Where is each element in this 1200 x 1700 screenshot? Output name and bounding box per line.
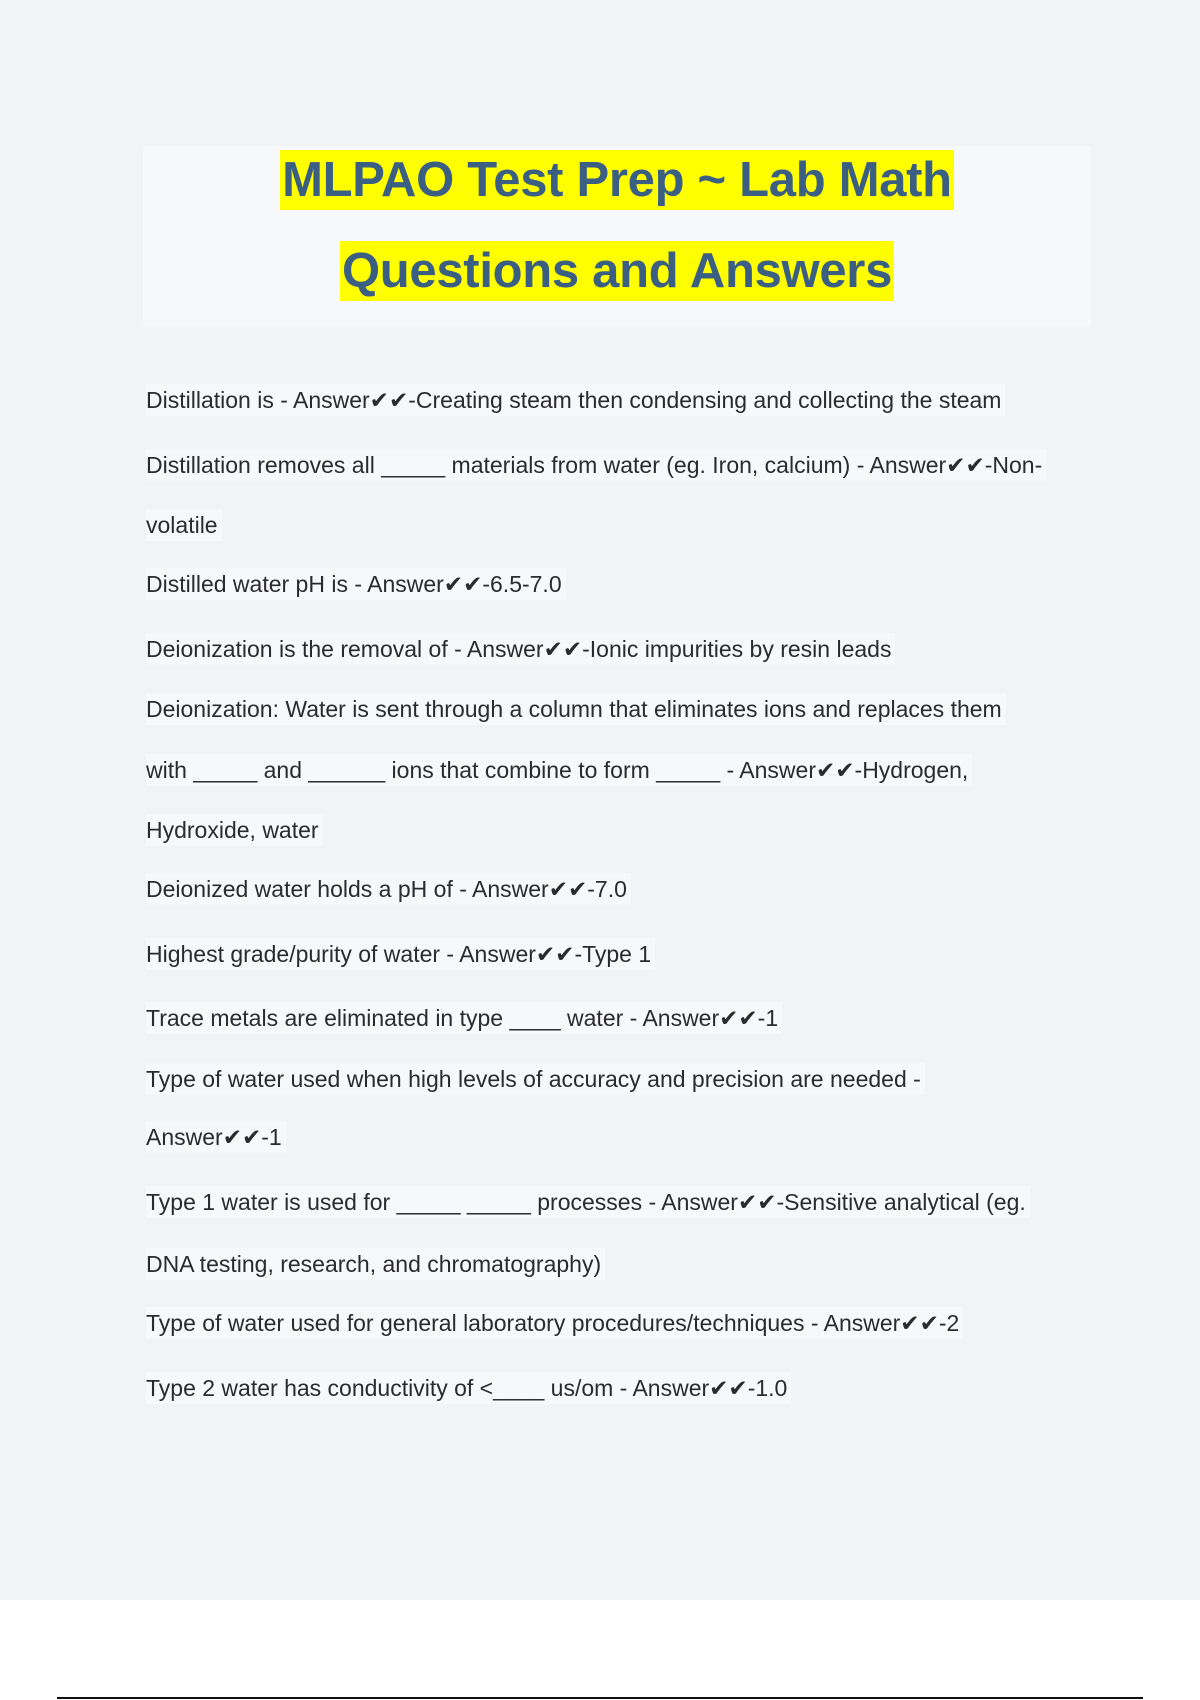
page-title-line-2: Questions and Answers xyxy=(340,241,894,301)
text-line: Hydroxide, water xyxy=(146,814,323,846)
text-line: Highest grade/purity of water - Answer✔✔-Type 1 xyxy=(146,938,655,970)
text-line: Trace metals are eliminated in type ____ water - Answer✔✔-1 xyxy=(146,1002,782,1034)
text-line: Distillation is - Answer✔✔-Creating steam then condensing and collecting the steam xyxy=(146,384,1005,416)
text-line: with _____ and ______ ions that combine to form _____ - Answer✔✔-Hydrogen, xyxy=(146,754,972,786)
text-line: DNA testing, research, and chromatography) xyxy=(146,1248,605,1280)
text-line: Distillation removes all _____ materials from water (eg. Iron, calcium) - Answer✔✔-Non- xyxy=(146,449,1046,481)
text-line: Type of water used when high levels of accuracy and precision are needed - xyxy=(146,1063,925,1095)
text-line: Type 2 water has conductivity of <____ us/om - Answer✔✔-1.0 xyxy=(146,1372,791,1404)
title-block xyxy=(143,146,1091,327)
footer-divider xyxy=(57,1697,1143,1699)
text-line: Distilled water pH is - Answer✔✔-6.5-7.0 xyxy=(146,568,566,600)
text-line: Deionization is the removal of - Answer✔✔-Ionic impurities by resin leads xyxy=(146,633,895,665)
text-line: Type of water used for general laboratory procedures/techniques - Answer✔✔-2 xyxy=(146,1307,963,1339)
text-line: volatile xyxy=(146,509,222,541)
text-line: Deionized water holds a pH of - Answer✔✔-7.0 xyxy=(146,873,631,905)
text-line: Answer✔✔-1 xyxy=(146,1121,286,1153)
text-line: Deionization: Water is sent through a column that eliminates ions and replaces them xyxy=(146,693,1006,725)
page-title-line-1: MLPAO Test Prep ~ Lab Math xyxy=(280,150,954,210)
text-line: Type 1 water is used for _____ _____ processes - Answer✔✔-Sensitive analytical (eg. xyxy=(146,1186,1030,1218)
